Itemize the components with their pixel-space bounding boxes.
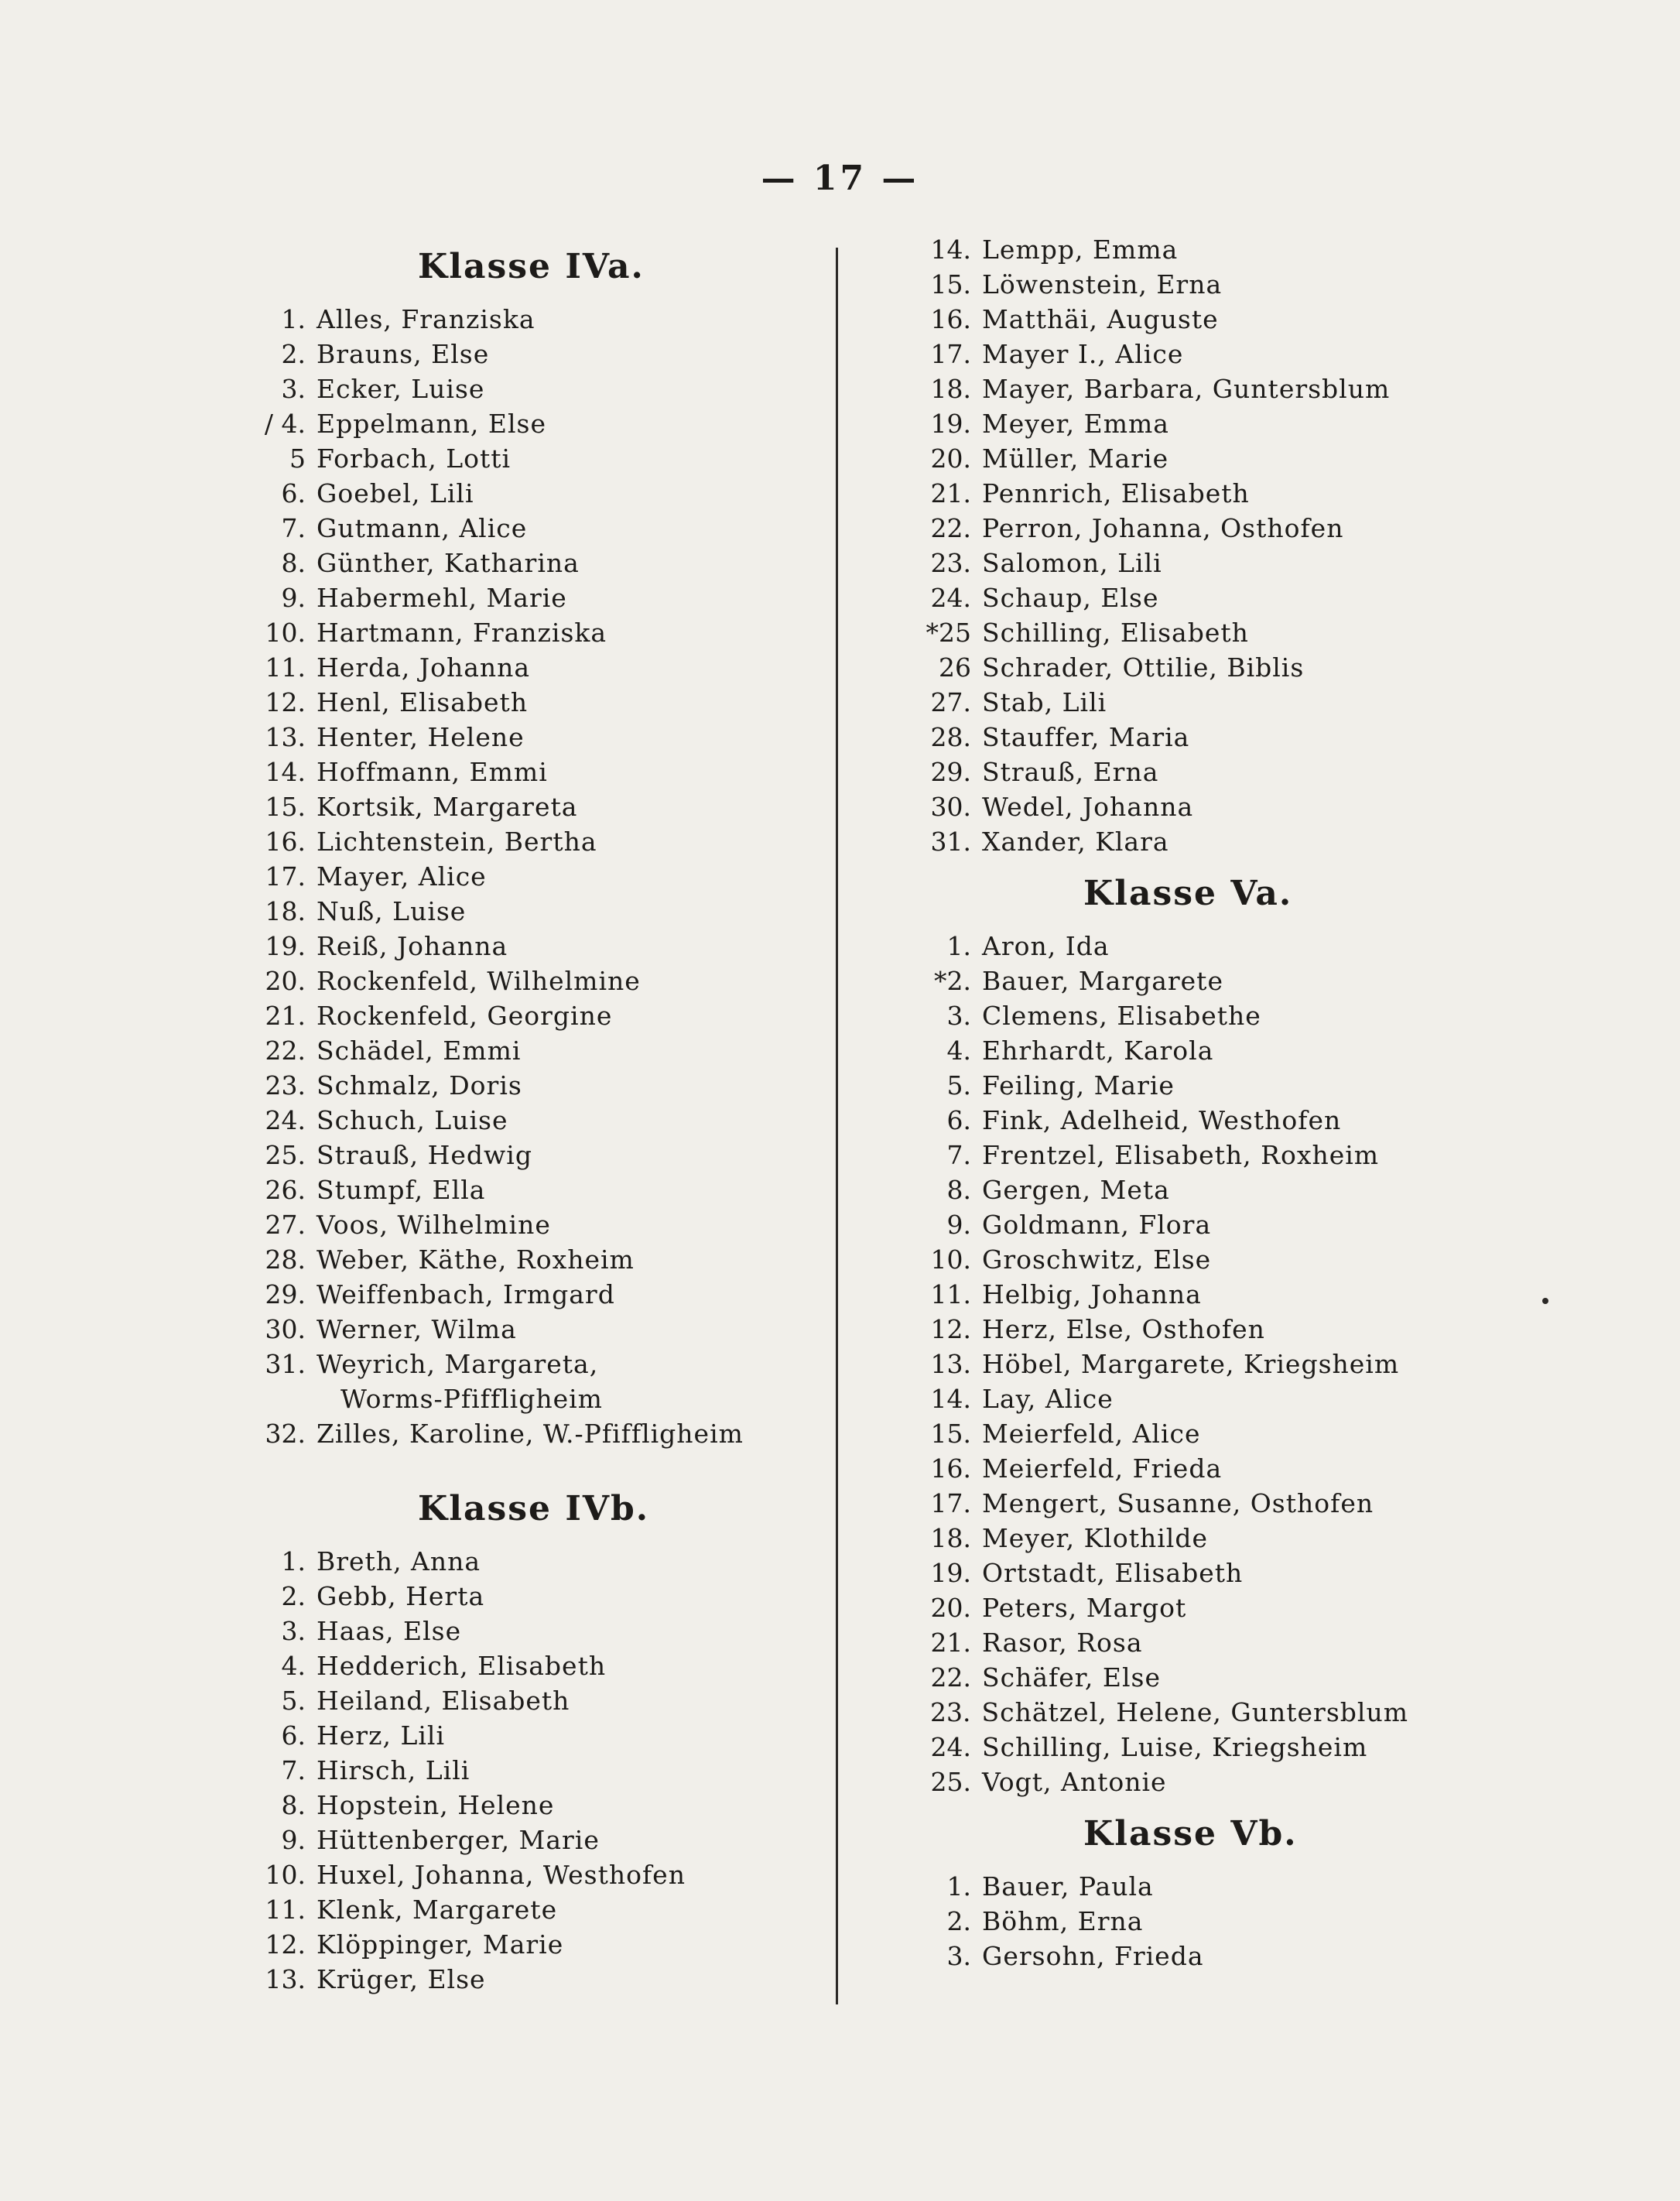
- list-item: [259, 1033, 832, 1068]
- list-item: [913, 1695, 1408, 1730]
- entry-number: 6.: [281, 478, 306, 508]
- entry-name: Herz, Lili: [316, 1720, 446, 1751]
- entry-name: Schädel, Emmi: [316, 1035, 522, 1066]
- entry-number: 7.: [281, 513, 306, 543]
- list-item: [259, 1138, 832, 1172]
- entry-number: 24.: [930, 583, 971, 613]
- entry-number: 21.: [930, 1628, 971, 1658]
- entry-number: 2.: [281, 339, 306, 369]
- right-column: [913, 232, 1408, 1973]
- entry-number: 13.: [265, 1964, 306, 1994]
- entry-number: 28.: [265, 1244, 306, 1275]
- list-item: [913, 1416, 1408, 1451]
- entry-number: 1.: [281, 304, 306, 334]
- entry-number: 23.: [930, 548, 971, 578]
- entry-name: Klöppinger, Marie: [316, 1929, 564, 1960]
- entry-number: 5: [289, 443, 306, 474]
- entry-number: 1.: [946, 931, 971, 961]
- entry-name: Mayer, Alice: [316, 861, 487, 892]
- entry-number: 21.: [930, 478, 971, 508]
- entry-number: 3.: [946, 1941, 971, 1971]
- list-item: [259, 1312, 832, 1347]
- entry-number: 18.: [930, 374, 971, 404]
- list-item: [259, 371, 832, 406]
- entry-number: 7.: [946, 1140, 971, 1170]
- list-item: [259, 1068, 832, 1103]
- entry-number: *25: [926, 618, 971, 648]
- entry-number: 6.: [281, 1720, 306, 1751]
- list-item: [259, 1927, 832, 1962]
- entry-number: 16.: [930, 1453, 971, 1484]
- entry-number: 10.: [265, 618, 306, 648]
- entry-number: 11.: [265, 652, 306, 683]
- list-item: [913, 1730, 1408, 1765]
- entry-number: 18.: [265, 896, 306, 926]
- entry-number: 15.: [930, 1419, 971, 1449]
- entry-name: Henl, Elisabeth: [316, 687, 529, 717]
- list-item: [259, 1718, 832, 1753]
- list-item: [913, 1277, 1408, 1312]
- entry-number: 22.: [265, 1035, 306, 1066]
- entry-continuation: Worms-Pfiffligheim: [340, 1384, 603, 1414]
- entry-name: Ecker, Luise: [316, 374, 485, 404]
- entry-name: Gersohn, Frieda: [982, 1941, 1204, 1971]
- entry-number: 24.: [265, 1105, 306, 1135]
- entry-number: 1.: [946, 1871, 971, 1901]
- entry-name: Peters, Margot: [982, 1593, 1187, 1623]
- list-item: [259, 1416, 832, 1451]
- entry-name: Gergen, Meta: [982, 1175, 1170, 1205]
- entry-name: Nuß, Luise: [316, 896, 467, 926]
- list-item: [913, 1625, 1408, 1660]
- entry-name: Aron, Ida: [982, 931, 1110, 961]
- entry-name: Günther, Katharina: [316, 548, 580, 578]
- entry-number: 12.: [265, 687, 306, 717]
- entry-name: Feiling, Marie: [982, 1070, 1175, 1100]
- entry-name: Hedderich, Elisabeth: [316, 1651, 607, 1681]
- entry-number: 14.: [930, 1384, 971, 1414]
- entry-number: 11.: [930, 1279, 971, 1309]
- entry-number: 25.: [265, 1140, 306, 1170]
- list-item: [259, 511, 832, 546]
- entry-name: Schuch, Luise: [316, 1105, 508, 1135]
- list-item: [259, 1103, 832, 1138]
- entry-name: Schmalz, Doris: [316, 1070, 522, 1100]
- entry-name: Stumpf, Ella: [316, 1175, 486, 1205]
- entry-number: 6.: [946, 1105, 971, 1135]
- list-item: [259, 1892, 832, 1927]
- class-heading-ivb: Klasse IVb.: [418, 1489, 650, 1528]
- list-item: [259, 406, 832, 441]
- entry-name: Herda, Johanna: [316, 652, 531, 683]
- entry-number: 24.: [930, 1732, 971, 1762]
- entry-name: Voos, Wilhelmine: [316, 1210, 551, 1240]
- list-item: [259, 1753, 832, 1788]
- entry-number: 8.: [281, 1790, 306, 1820]
- entry-name: Herz, Else, Osthofen: [982, 1314, 1265, 1344]
- list-item: [913, 1207, 1408, 1242]
- list-item: [259, 337, 832, 371]
- entry-name: Kortsik, Margareta: [316, 792, 578, 822]
- list-item: [259, 824, 832, 859]
- entry-name: Schaup, Else: [982, 583, 1159, 613]
- entry-name: Perron, Johanna, Osthofen: [982, 513, 1344, 543]
- entry-number: 15.: [930, 269, 971, 300]
- entry-name: Mengert, Susanne, Osthofen: [982, 1488, 1374, 1518]
- list-item: [913, 1904, 1408, 1939]
- entry-name: Bauer, Margarete: [982, 966, 1223, 996]
- list-item: [259, 685, 832, 720]
- list-item: [259, 650, 832, 685]
- entry-number: 9.: [946, 1210, 971, 1240]
- entry-name: Schätzel, Helene, Guntersblum: [981, 1697, 1408, 1727]
- entry-number: 12.: [265, 1929, 306, 1960]
- entry-name: Alles, Franziska: [316, 304, 535, 334]
- entry-number: 14.: [930, 234, 971, 265]
- list-item: [259, 441, 832, 476]
- entry-name: Frentzel, Elisabeth, Roxheim: [982, 1140, 1380, 1170]
- entry-number: 9.: [281, 583, 306, 613]
- entry-name: Goldmann, Flora: [982, 1210, 1212, 1240]
- list-item: [259, 789, 832, 824]
- entry-name: Müller, Marie: [982, 443, 1169, 474]
- entry-name: Stauffer, Maria: [982, 722, 1190, 752]
- entry-name: Meierfeld, Frieda: [982, 1453, 1223, 1484]
- entry-name: Schilling, Elisabeth: [982, 618, 1249, 648]
- entry-name: Ortstadt, Elisabeth: [982, 1558, 1244, 1588]
- entry-name: Rockenfeld, Wilhelmine: [316, 966, 641, 996]
- entry-number: 1.: [281, 1546, 306, 1576]
- list-item: [913, 1068, 1408, 1103]
- class-list-vb: [913, 1869, 1408, 1973]
- entry-number: 32.: [265, 1419, 306, 1449]
- list-item: [913, 1347, 1408, 1381]
- list-item: [913, 337, 1408, 371]
- list-item: [913, 1381, 1408, 1416]
- list-item: [259, 1614, 832, 1648]
- list-item: [259, 1347, 832, 1381]
- entry-number: 26: [939, 652, 971, 683]
- list-item: [913, 1556, 1408, 1590]
- list-item: [259, 894, 832, 929]
- entry-number: 31.: [265, 1349, 306, 1379]
- list-item: [259, 1579, 832, 1614]
- entry-number: 16.: [930, 304, 971, 334]
- entry-number: 23.: [265, 1070, 306, 1100]
- list-item: [913, 964, 1408, 998]
- entry-name: Lempp, Emma: [982, 234, 1179, 265]
- entry-number: 13.: [930, 1349, 971, 1379]
- entry-name: Wedel, Johanna: [982, 792, 1194, 822]
- entry-number: 12.: [930, 1314, 971, 1344]
- entry-name: Stab, Lili: [982, 687, 1107, 717]
- list-item: [259, 859, 832, 894]
- entry-name: Breth, Anna: [316, 1546, 481, 1576]
- entry-name: Eppelmann, Else: [316, 409, 546, 439]
- list-item: [259, 1172, 832, 1207]
- entry-name: Hirsch, Lili: [316, 1755, 470, 1785]
- entry-name: Heiland, Elisabeth: [316, 1686, 570, 1716]
- entry-name: Ehrhardt, Karola: [982, 1035, 1214, 1066]
- entry-number: 8.: [281, 548, 306, 578]
- column-divider: [836, 248, 838, 2004]
- list-item: [259, 1683, 832, 1718]
- entry-number: 22.: [930, 1662, 971, 1693]
- entry-number: 17.: [930, 339, 971, 369]
- entry-number: 17.: [930, 1488, 971, 1518]
- entry-name: Hartmann, Franziska: [316, 618, 607, 648]
- entry-name: Lichtenstein, Bertha: [316, 827, 597, 857]
- entry-number: 2.: [946, 1906, 971, 1936]
- entry-name: Rasor, Rosa: [982, 1628, 1143, 1658]
- entry-name: Schilling, Luise, Kriegsheim: [982, 1732, 1368, 1762]
- list-item: [259, 720, 832, 755]
- left-column: [259, 232, 832, 1997]
- entry-name: Hopstein, Helene: [316, 1790, 555, 1820]
- entry-number: 29.: [930, 757, 971, 787]
- entry-name: Henter, Helene: [316, 722, 525, 752]
- list-item: [259, 1277, 832, 1312]
- list-item: [259, 1242, 832, 1277]
- entry-name: Fink, Adelheid, Westhofen: [982, 1105, 1342, 1135]
- entry-number: 27.: [930, 687, 971, 717]
- entry-name: Habermehl, Marie: [316, 583, 567, 613]
- list-item: [913, 1869, 1408, 1904]
- entry-name: Meyer, Klothilde: [982, 1523, 1208, 1553]
- list-item: [913, 441, 1408, 476]
- entry-name: Schäfer, Else: [982, 1662, 1161, 1693]
- entry-number: 22.: [930, 513, 971, 543]
- entry-number: 19.: [265, 931, 306, 961]
- list-item: [913, 371, 1408, 406]
- list-item: [913, 1590, 1408, 1625]
- list-item: [259, 998, 832, 1033]
- list-item: [913, 1242, 1408, 1277]
- entry-number: 11.: [265, 1895, 306, 1925]
- list-item: [913, 302, 1408, 337]
- list-item: [913, 1103, 1408, 1138]
- list-item: [913, 998, 1408, 1033]
- entry-number: 9.: [281, 1825, 306, 1855]
- entry-name: Hüttenberger, Marie: [316, 1825, 600, 1855]
- list-item: [913, 1172, 1408, 1207]
- entry-number: 5.: [281, 1686, 306, 1716]
- list-item: [259, 1544, 832, 1579]
- entry-name: Zilles, Karoline, W.-Pfiffligheim: [316, 1419, 744, 1449]
- entry-name: Mayer, Barbara, Guntersblum: [982, 374, 1391, 404]
- list-item: [913, 1033, 1408, 1068]
- list-item: [913, 789, 1408, 824]
- entry-name: Werner, Wilma: [316, 1314, 517, 1344]
- list-item: [259, 1788, 832, 1823]
- entry-number: 3.: [946, 1001, 971, 1031]
- list-item: [913, 546, 1408, 580]
- entry-number: 20.: [930, 443, 971, 474]
- list-item: [913, 1660, 1408, 1695]
- list-item: [913, 720, 1408, 755]
- entry-number: 4.: [281, 1651, 306, 1681]
- entry-number: 10.: [930, 1244, 971, 1275]
- entry-number: 28.: [930, 722, 971, 752]
- list-item: [913, 580, 1408, 615]
- entry-number: 3.: [281, 1616, 306, 1646]
- entry-number: 20.: [265, 966, 306, 996]
- entry-name: Krüger, Else: [316, 1964, 486, 1994]
- class-heading-iva: Klasse IVa.: [418, 247, 645, 286]
- entry-name: Groschwitz, Else: [982, 1244, 1212, 1275]
- page-number: — 17 —: [761, 159, 919, 198]
- entry-name: Höbel, Margarete, Kriegsheim: [982, 1349, 1400, 1379]
- entry-name: Böhm, Erna: [982, 1906, 1144, 1936]
- list-item: [913, 929, 1408, 964]
- entry-name: Meierfeld, Alice: [982, 1419, 1201, 1449]
- list-item: [259, 929, 832, 964]
- list-item: [913, 685, 1408, 720]
- list-item: [259, 580, 832, 615]
- entry-number: 31.: [930, 827, 971, 857]
- entry-number: 10.: [265, 1860, 306, 1890]
- entry-name: Vogt, Antonie: [982, 1767, 1167, 1797]
- entry-number: 21.: [265, 1001, 306, 1031]
- class-list-iva: [259, 302, 832, 1381]
- entry-number: *2.: [934, 966, 971, 996]
- list-item: [259, 476, 832, 511]
- list-item: [259, 964, 832, 998]
- entry-name: Hoffmann, Emmi: [316, 757, 548, 787]
- entry-number: 8.: [946, 1175, 971, 1205]
- entry-name: Gutmann, Alice: [316, 513, 528, 543]
- entry-number: 2.: [281, 1581, 306, 1611]
- entry-number: 3.: [281, 374, 306, 404]
- entry-name: Meyer, Emma: [982, 409, 1169, 439]
- list-item: [259, 1207, 832, 1242]
- entry-number: 19.: [930, 409, 971, 439]
- list-item: [259, 302, 832, 337]
- entry-name: Strauß, Hedwig: [316, 1140, 532, 1170]
- entry-number: 30.: [265, 1314, 306, 1344]
- entry-number: 16.: [265, 827, 306, 857]
- entry-name: Pennrich, Elisabeth: [982, 478, 1250, 508]
- class-list-ivb-continued: [913, 232, 1408, 859]
- entry-number: 25.: [930, 1767, 971, 1797]
- entry-name: Helbig, Johanna: [982, 1279, 1202, 1309]
- list-item: [259, 1857, 832, 1892]
- list-item: [913, 406, 1408, 441]
- ink-speck: [1542, 1298, 1548, 1304]
- entry-name: Strauß, Erna: [982, 757, 1159, 787]
- list-item: [259, 755, 832, 789]
- list-item: [913, 267, 1408, 302]
- entry-number: 5.: [946, 1070, 971, 1100]
- entry-number: 7.: [281, 1755, 306, 1785]
- entry-number: 27.: [265, 1210, 306, 1240]
- entry-name: Bauer, Paula: [982, 1871, 1154, 1901]
- entry-name: Löwenstein, Erna: [982, 269, 1223, 300]
- list-item: [913, 755, 1408, 789]
- list-item: [259, 1962, 832, 1997]
- list-item: [913, 232, 1408, 267]
- entry-number: 4.: [946, 1035, 971, 1066]
- entry-name: Xander, Klara: [982, 827, 1169, 857]
- entry-number: / 4.: [264, 409, 306, 439]
- list-item: [259, 546, 832, 580]
- list-item: [913, 1451, 1408, 1486]
- list-item: [913, 1138, 1408, 1172]
- entry-name: Brauns, Else: [316, 339, 490, 369]
- list-item: [259, 1648, 832, 1683]
- entry-number: 18.: [930, 1523, 971, 1553]
- entry-name: Matthäi, Auguste: [982, 304, 1219, 334]
- list-item: [913, 615, 1408, 650]
- entry-number: 19.: [930, 1558, 971, 1588]
- list-item: [913, 1486, 1408, 1521]
- entry-name: Goebel, Lili: [316, 478, 474, 508]
- entry-number: 14.: [265, 757, 306, 787]
- entry-number: 17.: [265, 861, 306, 892]
- list-item: [913, 1765, 1408, 1799]
- class-list-va: [913, 929, 1408, 1799]
- class-heading-va: Klasse Va.: [1083, 874, 1293, 913]
- entry-name: Huxel, Johanna, Westhofen: [316, 1860, 686, 1890]
- entry-number: 23.: [930, 1697, 971, 1727]
- list-item: [913, 824, 1408, 859]
- entry-name: Weyrich, Margareta,: [316, 1349, 599, 1379]
- entry-name: Reiß, Johanna: [316, 931, 508, 961]
- entry-number: 30.: [930, 792, 971, 822]
- entry-name: Gebb, Herta: [316, 1581, 485, 1611]
- entry-number: 26.: [265, 1175, 306, 1205]
- list-item: [259, 615, 832, 650]
- entry-name: Rockenfeld, Georgine: [316, 1001, 613, 1031]
- class-heading-vb: Klasse Vb.: [1083, 1814, 1298, 1854]
- list-item: [913, 650, 1408, 685]
- entry-name: Salomon, Lili: [982, 548, 1162, 578]
- entry-name: Haas, Else: [316, 1616, 462, 1646]
- class-list-ivb: [259, 1544, 832, 1997]
- entry-name: Lay, Alice: [982, 1384, 1114, 1414]
- entry-number: 29.: [265, 1279, 306, 1309]
- entry-name: Weber, Käthe, Roxheim: [316, 1244, 635, 1275]
- list-item: [259, 1823, 832, 1857]
- entry-name: Klenk, Margarete: [316, 1895, 558, 1925]
- entry-name: Weiffenbach, Irmgard: [316, 1279, 615, 1309]
- entry-number: 13.: [265, 722, 306, 752]
- list-item: [913, 511, 1408, 546]
- entry-number: 20.: [930, 1593, 971, 1623]
- list-item: [913, 476, 1408, 511]
- list-item: [913, 1939, 1408, 1973]
- entry-name: Mayer I., Alice: [982, 339, 1184, 369]
- entry-number: 15.: [265, 792, 306, 822]
- entry-name: Schrader, Ottilie, Biblis: [982, 652, 1305, 683]
- entry-name: Forbach, Lotti: [316, 443, 512, 474]
- list-item: [913, 1521, 1408, 1556]
- entry-name: Clemens, Elisabethe: [982, 1001, 1261, 1031]
- list-item: [913, 1312, 1408, 1347]
